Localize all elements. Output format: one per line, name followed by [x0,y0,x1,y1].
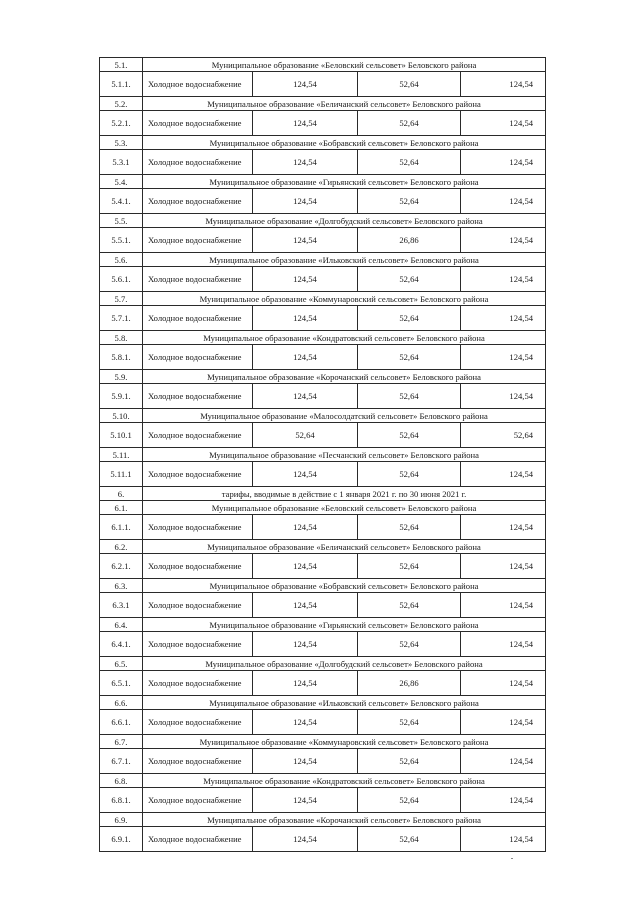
service-name: Холодное водоснабжение [143,671,253,696]
row-number: 6.9. [100,813,143,827]
tariff-value-3: 124,54 [461,749,546,774]
section-title: Муниципальное образование «Корочанский сельсовет» Беловского района [143,370,546,384]
tariff-value-3: 52,64 [461,423,546,448]
row-number: 6.9.1. [100,827,143,852]
section-title: Муниципальное образование «Беличанский сельсовет» Беловского района [143,97,546,111]
row-number: 5.8. [100,331,143,345]
tariff-value-2: 52,64 [358,749,461,774]
tariff-value-3: 124,54 [461,827,546,852]
tariff-table-body [100,58,546,852]
tariff-value-1: 124,54 [253,267,358,292]
section-title: Муниципальное образование «Бобравский сельсовет» Беловского района [143,136,546,150]
row-number: 5.7.1. [100,306,143,331]
section-title: Муниципальное образование «Кондратовский сельсовет» Беловского района [143,331,546,345]
service-name: Холодное водоснабжение [143,827,253,852]
section-title: Муниципальное образование «Коммунаровский сельсовет» Беловского района [143,292,546,306]
section-title: Муниципальное образование «Малосолдатский сельсовет» Беловского района [143,409,546,423]
section-header-row [100,501,546,515]
row-number: 5.11.1 [100,462,143,487]
service-name: Холодное водоснабжение [143,710,253,735]
section-title: Муниципальное образование «Беличанский сельсовет» Беловского района [143,540,546,554]
tariff-value-3: 124,54 [461,462,546,487]
section-title: Муниципальное образование «Гирьянский сельсовет» Беловского района [143,618,546,632]
row-number: 6.3.1 [100,593,143,618]
tariff-value-2: 52,64 [358,267,461,292]
tariff-value-1: 124,54 [253,462,358,487]
tariff-value-2: 52,64 [358,345,461,370]
tariff-value-1: 124,54 [253,827,358,852]
service-name: Холодное водоснабжение [143,554,253,579]
row-number: 6.7.1. [100,749,143,774]
service-name: Холодное водоснабжение [143,788,253,813]
tariff-value-2: 52,64 [358,554,461,579]
section-header-row [100,292,546,306]
row-number: 6. [100,487,143,501]
tariff-value-3: 124,54 [461,515,546,540]
row-number: 5.6. [100,253,143,267]
tariff-value-1: 124,54 [253,710,358,735]
tariff-row [100,72,546,97]
section-title: Муниципальное образование «Ильковский сельсовет» Беловского района [143,696,546,710]
service-name: Холодное водоснабжение [143,632,253,657]
section-header-row [100,175,546,189]
row-number: 5.5.1. [100,228,143,253]
service-name: Холодное водоснабжение [143,462,253,487]
section-header-row [100,774,546,788]
section-header-row [100,540,546,554]
tariff-value-3: 124,54 [461,632,546,657]
section-header-row [100,136,546,150]
tariff-value-2: 52,64 [358,632,461,657]
row-number: 6.5. [100,657,143,671]
section-title: Муниципальное образование «Ильковский сельсовет» Беловского района [143,253,546,267]
row-number: 6.4.1. [100,632,143,657]
tariff-value-2: 52,64 [358,515,461,540]
tariff-value-2: 52,64 [358,788,461,813]
tariff-value-3: 124,54 [461,345,546,370]
row-number: 5.9. [100,370,143,384]
tariff-value-1: 124,54 [253,671,358,696]
row-number: 5.9.1. [100,384,143,409]
row-number: 6.4. [100,618,143,632]
section-header-row [100,579,546,593]
row-number: 6.6.1. [100,710,143,735]
row-number: 5.11. [100,448,143,462]
tariff-value-2: 52,64 [358,710,461,735]
row-number: 6.8. [100,774,143,788]
tariff-row [100,267,546,292]
tariff-value-2: 26,86 [358,228,461,253]
tariff-value-1: 124,54 [253,384,358,409]
tariff-table [99,57,546,852]
tariff-value-1: 124,54 [253,593,358,618]
tariff-value-3: 124,54 [461,111,546,136]
row-number: 5.7. [100,292,143,306]
tariff-value-1: 124,54 [253,228,358,253]
tariff-row [100,306,546,331]
section-title: Муниципальное образование «Гирьянский сельсовет» Беловского района [143,175,546,189]
tariff-value-1: 124,54 [253,515,358,540]
tariff-value-3: 124,54 [461,671,546,696]
section-header-row [100,657,546,671]
service-name: Холодное водоснабжение [143,267,253,292]
section-header-row [100,735,546,749]
tariff-value-1: 124,54 [253,749,358,774]
section-title: Муниципальное образование «Корочанский сельсовет» Беловского района [143,813,546,827]
tariff-value-2: 26,86 [358,671,461,696]
tariff-row [100,632,546,657]
service-name: Холодное водоснабжение [143,423,253,448]
service-name: Холодное водоснабжение [143,189,253,214]
row-number: 6.5.1. [100,671,143,696]
service-name: Холодное водоснабжение [143,72,253,97]
tariff-value-3: 124,54 [461,228,546,253]
service-name: Холодное водоснабжение [143,228,253,253]
row-number: 6.3. [100,579,143,593]
row-number: 6.1. [100,501,143,515]
section-title: Муниципальное образование «Беловский сельсовет» Беловского района [143,58,546,72]
row-number: 5.3.1 [100,150,143,175]
tariff-row [100,423,546,448]
row-number: 5.5. [100,214,143,228]
tariff-value-2: 52,64 [358,306,461,331]
tariff-row [100,345,546,370]
tariff-row [100,189,546,214]
section-header-row [100,331,546,345]
row-number: 5.1. [100,58,143,72]
row-number: 6.6. [100,696,143,710]
tariff-row [100,384,546,409]
tariff-row [100,228,546,253]
tariff-value-3: 124,54 [461,189,546,214]
section-header-row [100,696,546,710]
section-title: Муниципальное образование «Долгобудский сельсовет» Беловского района [143,214,546,228]
section-header-row [100,618,546,632]
tariff-row [100,749,546,774]
tariff-value-1: 52,64 [253,423,358,448]
section-header-row [100,214,546,228]
tariff-value-2: 52,64 [358,593,461,618]
tariff-value-3: 124,54 [461,593,546,618]
section-title: Муниципальное образование «Кондратовский сельсовет» Беловского района [143,774,546,788]
section-title: Муниципальное образование «Беловский сельсовет» Беловского района [143,501,546,515]
row-number: 6.8.1. [100,788,143,813]
row-number: 5.2.1. [100,111,143,136]
row-number: 5.4.1. [100,189,143,214]
row-number: 5.4. [100,175,143,189]
tariff-value-1: 124,54 [253,345,358,370]
tariff-value-2: 52,64 [358,111,461,136]
section-title: тарифы, вводимые в действие с 1 января 2021 г. по 30 июня 2021 г. [143,487,546,501]
row-number: 6.1.1. [100,515,143,540]
section-header-row [100,409,546,423]
service-name: Холодное водоснабжение [143,345,253,370]
service-name: Холодное водоснабжение [143,111,253,136]
tariff-value-3: 124,54 [461,267,546,292]
tariff-row [100,554,546,579]
tariff-value-2: 52,64 [358,827,461,852]
tariff-value-2: 52,64 [358,384,461,409]
tariff-value-1: 124,54 [253,788,358,813]
tariff-value-1: 124,54 [253,72,358,97]
tariff-value-3: 124,54 [461,554,546,579]
scan-mark [511,858,513,859]
tariff-value-2: 52,64 [358,462,461,487]
tariff-value-1: 124,54 [253,150,358,175]
tariff-row [100,710,546,735]
row-number: 6.7. [100,735,143,749]
section-header-row [100,58,546,72]
row-number: 5.3. [100,136,143,150]
section-title: Муниципальное образование «Долгобудский сельсовет» Беловского района [143,657,546,671]
tariff-row [100,788,546,813]
tariff-value-3: 124,54 [461,150,546,175]
section-header-row [100,448,546,462]
tariff-row [100,593,546,618]
row-number: 6.2.1. [100,554,143,579]
section-header-row [100,487,546,501]
tariff-value-2: 52,64 [358,189,461,214]
tariff-row [100,515,546,540]
tariff-value-3: 124,54 [461,788,546,813]
tariff-row [100,671,546,696]
row-number: 5.1.1. [100,72,143,97]
section-title: Муниципальное образование «Коммунаровский сельсовет» Беловского района [143,735,546,749]
service-name: Холодное водоснабжение [143,150,253,175]
section-header-row [100,253,546,267]
tariff-value-1: 124,54 [253,306,358,331]
service-name: Холодное водоснабжение [143,515,253,540]
row-number: 5.2. [100,97,143,111]
row-number: 5.10. [100,409,143,423]
tariff-value-3: 124,54 [461,72,546,97]
service-name: Холодное водоснабжение [143,749,253,774]
tariff-value-1: 124,54 [253,632,358,657]
tariff-value-1: 124,54 [253,189,358,214]
section-header-row [100,97,546,111]
section-title: Муниципальное образование «Песчанский сельсовет» Беловского района [143,448,546,462]
row-number: 5.8.1. [100,345,143,370]
tariff-value-3: 124,54 [461,384,546,409]
row-number: 5.10.1 [100,423,143,448]
tariff-row [100,462,546,487]
tariff-value-3: 124,54 [461,710,546,735]
tariff-value-1: 124,54 [253,111,358,136]
tariff-value-2: 52,64 [358,72,461,97]
row-number: 6.2. [100,540,143,554]
tariff-value-2: 52,64 [358,150,461,175]
section-header-row [100,370,546,384]
tariff-value-3: 124,54 [461,306,546,331]
tariff-row [100,150,546,175]
service-name: Холодное водоснабжение [143,306,253,331]
tariff-value-2: 52,64 [358,423,461,448]
tariff-row [100,827,546,852]
tariff-row [100,111,546,136]
section-header-row [100,813,546,827]
row-number: 5.6.1. [100,267,143,292]
service-name: Холодное водоснабжение [143,384,253,409]
service-name: Холодное водоснабжение [143,593,253,618]
tariff-value-1: 124,54 [253,554,358,579]
section-title: Муниципальное образование «Бобравский сельсовет» Беловского района [143,579,546,593]
